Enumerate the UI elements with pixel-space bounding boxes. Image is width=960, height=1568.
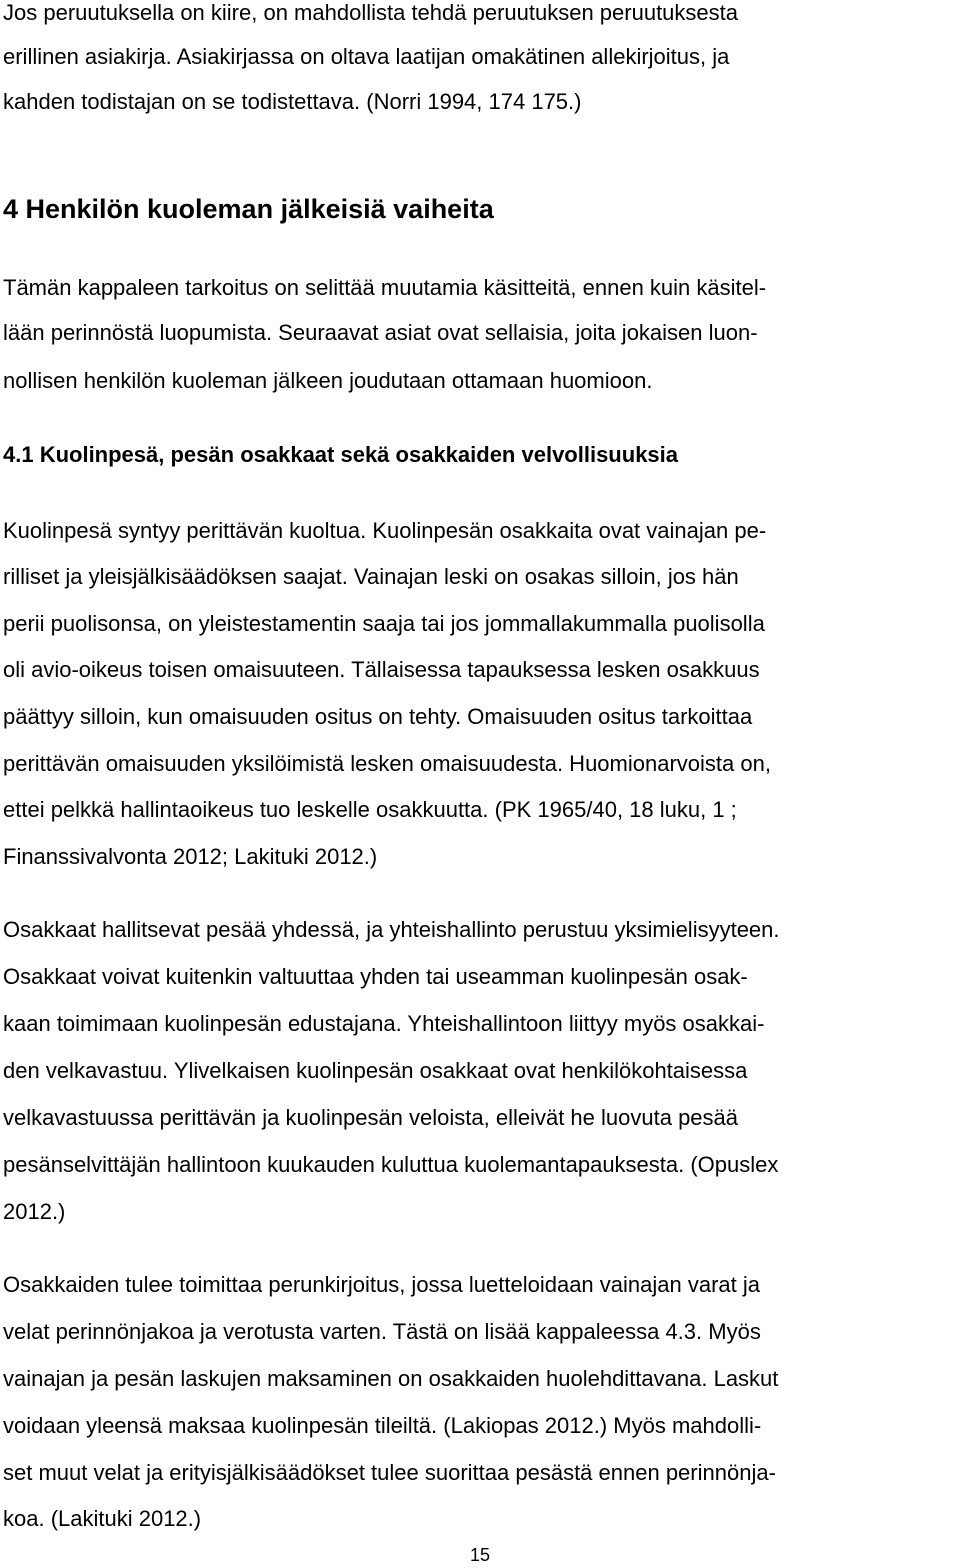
text-line: pesänselvittäjän hallintoon kuukauden kuluttua kuolemantapauksesta. (Opuslex (3, 1152, 779, 1177)
text-line: Osakkaat voivat kuitenkin valtuuttaa yhden tai useamman kuolinpesän osak- (3, 964, 748, 989)
text-line: velkavastuussa perittävän ja kuolinpesän veloista, elleivät he luovuta pesää (3, 1105, 739, 1130)
text-line: perii puolisonsa, on yleistestamentin saaja tai jos jommallakummalla puolisolla (3, 611, 765, 636)
text-line: päättyy silloin, kun omaisuuden ositus on tehty. Omaisuuden ositus tarkoittaa (3, 704, 753, 729)
text-line: kaan toimimaan kuolinpesän edustajana. Yhteishallintoon liittyy myös osakkai- (3, 1011, 765, 1036)
text-line: koa. (Lakituki 2012.) (3, 1506, 202, 1531)
text-line: ettei pelkkä hallintaoikeus tuo leskelle osakkuutta. (PK 1965/40, 18 luku, 1 ; (3, 797, 737, 822)
text-line: Osakkaiden tulee toimittaa perunkirjoitus, jossa luetteloidaan vainajan varat ja (3, 1272, 760, 1297)
text-line: perittävän omaisuuden yksilöimistä lesken omaisuudesta. Huomionarvoista on, (3, 751, 771, 776)
text-line: lään perinnöstä luopumista. Seuraavat asiat ovat sellaisia, joita jokaisen luon- (3, 320, 758, 345)
section-heading: 4 Henkilön kuoleman jälkeisiä vaiheita (3, 194, 494, 224)
text-line: Kuolinpesä syntyy perittävän kuoltua. Kuolinpesän osakkaita ovat vainajan pe- (3, 518, 767, 543)
text-line: erillinen asiakirja. Asiakirjassa on oltava laatijan omakätinen allekirjoitus, ja (3, 44, 730, 69)
text-line: Jos peruutuksella on kiire, on mahdollista tehdä peruutuksen peruutuksesta (3, 0, 739, 25)
text-line: vainajan ja pesän laskujen maksaminen on osakkaiden huolehdittavana. Laskut (3, 1366, 779, 1391)
text-line: Osakkaat hallitsevat pesää yhdessä, ja yhteishallinto perustuu yksimielisyyteen. (3, 917, 780, 942)
text-line: rilliset ja yleisjälkisäädöksen saajat. Vainajan leski on osakas silloin, jos hän (3, 564, 739, 589)
text-line: kahden todistajan on se todistettava. (Norri 1994, 174 175.) (3, 89, 582, 114)
text-line: den velkavastuu. Ylivelkaisen kuolinpesän osakkaat ovat henkilökohtaisessa (3, 1058, 748, 1083)
text-line: 2012.) (3, 1199, 66, 1224)
page-number: 15 (469, 1545, 491, 1565)
text-line: Finanssivalvonta 2012; Lakituki 2012.) (3, 844, 378, 869)
text-line: nollisen henkilön kuoleman jälkeen joudutaan ottamaan huomioon. (3, 368, 653, 393)
text-line: voidaan yleensä maksaa kuolinpesän tileiltä. (Lakiopas 2012.) Myös mahdolli- (3, 1413, 762, 1438)
text-line: set muut velat ja erityisjälkisäädökset tulee suorittaa pesästä ennen perinnönja- (3, 1460, 776, 1485)
subsection-heading: 4.1 Kuolinpesä, pesän osakkaat sekä osakkaiden velvollisuuksia (3, 442, 679, 467)
text-line: oli avio-oikeus toisen omaisuuteen. Tällaisessa tapauksessa lesken osakkuus (3, 657, 760, 682)
text-line: velat perinnönjakoa ja verotusta varten. Tästä on lisää kappaleessa 4.3. Myös (3, 1319, 761, 1344)
text-line: Tämän kappaleen tarkoitus on selittää muutamia käsitteitä, ennen kuin käsitel- (3, 275, 767, 300)
